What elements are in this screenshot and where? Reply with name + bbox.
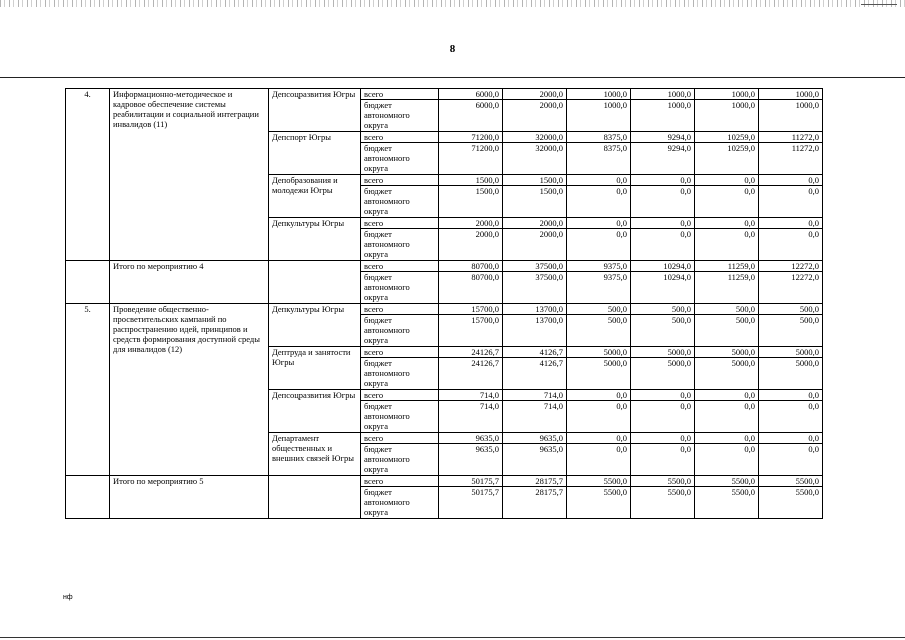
- source-budget-label: бюджет автономного округа: [361, 315, 439, 347]
- budget-value: 10259,0: [695, 143, 759, 175]
- budget-value: 0,0: [759, 401, 823, 433]
- measure-number: 5.: [66, 304, 110, 476]
- subtotal-budget-value: 11259,0: [695, 272, 759, 304]
- total-value: 1000,0: [695, 89, 759, 100]
- total-value: 0,0: [695, 433, 759, 444]
- table-row: [66, 304, 823, 315]
- budget-value: 0,0: [695, 401, 759, 433]
- source-total-label: всего: [361, 132, 439, 143]
- subtotal-total-value: 5500,0: [631, 476, 695, 487]
- executor-name: Депобразования и молодежи Югры: [269, 175, 361, 218]
- total-value: 1000,0: [567, 89, 631, 100]
- budget-value: 0,0: [567, 401, 631, 433]
- page-number: 8: [449, 43, 456, 55]
- source-budget-label: бюджет автономного округа: [361, 401, 439, 433]
- source-total-label: всего: [361, 433, 439, 444]
- subtotal-total-value: 37500,0: [503, 261, 567, 272]
- budget-value: 71200,0: [439, 143, 503, 175]
- total-value: 13700,0: [503, 304, 567, 315]
- total-value: 500,0: [567, 304, 631, 315]
- subtotal-total-value: 5500,0: [759, 476, 823, 487]
- subtotal-total-value: 9375,0: [567, 261, 631, 272]
- budget-value: 714,0: [503, 401, 567, 433]
- total-value: 0,0: [567, 390, 631, 401]
- source-budget-label: бюджет автономного округа: [361, 100, 439, 132]
- header-rule: [0, 77, 905, 78]
- source-total-label: всего: [361, 175, 439, 186]
- total-value: 10259,0: [695, 132, 759, 143]
- subtotal-total-value: 12272,0: [759, 261, 823, 272]
- subtotal-spacer: [66, 476, 110, 519]
- total-value: 714,0: [503, 390, 567, 401]
- budget-value: 0,0: [695, 444, 759, 476]
- budget-value: 500,0: [695, 315, 759, 347]
- budget-value: 0,0: [631, 444, 695, 476]
- total-value: 0,0: [759, 175, 823, 186]
- total-value: 1000,0: [631, 89, 695, 100]
- budget-value: 1000,0: [695, 100, 759, 132]
- subtotal-total-value: 10294,0: [631, 261, 695, 272]
- budget-value: 9294,0: [631, 143, 695, 175]
- total-value: 1000,0: [759, 89, 823, 100]
- footer-mark: нф: [63, 594, 73, 601]
- total-value: 32000,0: [503, 132, 567, 143]
- total-value: 11272,0: [759, 132, 823, 143]
- total-value: 0,0: [759, 390, 823, 401]
- source-total-label: всего: [361, 218, 439, 229]
- total-value: 4126,7: [503, 347, 567, 358]
- total-value: 500,0: [759, 304, 823, 315]
- total-value: 0,0: [567, 433, 631, 444]
- executor-name: Депспорт Югры: [269, 132, 361, 175]
- budget-value: 500,0: [631, 315, 695, 347]
- budget-value: 2000,0: [439, 229, 503, 261]
- total-value: 0,0: [567, 175, 631, 186]
- subtotal-executor: [269, 261, 361, 304]
- subtotal-total-value: 28175,7: [503, 476, 567, 487]
- subtotal-title: Итого по мероприятию 4: [110, 261, 269, 304]
- source-total-label: всего: [361, 304, 439, 315]
- budget-value: 500,0: [759, 315, 823, 347]
- budget-value: 5000,0: [695, 358, 759, 390]
- budget-table-body: [66, 89, 823, 519]
- total-value: 0,0: [695, 390, 759, 401]
- budget-value: 6000,0: [439, 100, 503, 132]
- budget-value: 1500,0: [503, 186, 567, 218]
- total-value: 0,0: [759, 218, 823, 229]
- total-value: 1500,0: [503, 175, 567, 186]
- budget-value: 24126,7: [439, 358, 503, 390]
- subtotal-budget-value: 5500,0: [631, 487, 695, 519]
- subtotal-row: [66, 261, 823, 272]
- subtotal-total-value: 50175,7: [439, 476, 503, 487]
- table-row: [66, 89, 823, 100]
- total-value: 500,0: [631, 304, 695, 315]
- total-value: 15700,0: [439, 304, 503, 315]
- source-budget-label: бюджет автономного округа: [361, 143, 439, 175]
- total-value: 9294,0: [631, 132, 695, 143]
- budget-value: 0,0: [567, 229, 631, 261]
- scan-noise-strip: [0, 0, 905, 7]
- budget-value: 2000,0: [503, 229, 567, 261]
- budget-value: 5000,0: [567, 358, 631, 390]
- source-total-label: всего: [361, 261, 439, 272]
- total-value: 5000,0: [695, 347, 759, 358]
- total-value: 0,0: [631, 390, 695, 401]
- budget-value: 4126,7: [503, 358, 567, 390]
- subtotal-title: Итого по мероприятию 5: [110, 476, 269, 519]
- subtotal-budget-value: 5500,0: [759, 487, 823, 519]
- total-value: 24126,7: [439, 347, 503, 358]
- budget-value: 0,0: [695, 229, 759, 261]
- budget-value: 1000,0: [631, 100, 695, 132]
- total-value: 8375,0: [567, 132, 631, 143]
- subtotal-executor: [269, 476, 361, 519]
- budget-value: 500,0: [567, 315, 631, 347]
- subtotal-budget-value: 5500,0: [695, 487, 759, 519]
- subtotal-total-value: 80700,0: [439, 261, 503, 272]
- source-budget-label: бюджет автономного округа: [361, 487, 439, 519]
- total-value: 1500,0: [439, 175, 503, 186]
- source-total-label: всего: [361, 347, 439, 358]
- budget-value: 1000,0: [567, 100, 631, 132]
- budget-value: 0,0: [631, 186, 695, 218]
- executor-name: Депкультуры Югры: [269, 304, 361, 347]
- budget-value: 0,0: [567, 444, 631, 476]
- total-value: 9635,0: [439, 433, 503, 444]
- total-value: 2000,0: [439, 218, 503, 229]
- subtotal-budget-value: 5500,0: [567, 487, 631, 519]
- subtotal-budget-value: 12272,0: [759, 272, 823, 304]
- budget-value: 0,0: [759, 186, 823, 218]
- budget-value: 714,0: [439, 401, 503, 433]
- budget-value: 2000,0: [503, 100, 567, 132]
- total-value: 6000,0: [439, 89, 503, 100]
- budget-value: 8375,0: [567, 143, 631, 175]
- subtotal-row: [66, 476, 823, 487]
- scan-mark: [861, 4, 897, 5]
- total-value: 714,0: [439, 390, 503, 401]
- source-budget-label: бюджет автономного округа: [361, 444, 439, 476]
- subtotal-budget-value: 37500,0: [503, 272, 567, 304]
- budget-value: 9635,0: [503, 444, 567, 476]
- budget-value: 0,0: [567, 186, 631, 218]
- measure-number: 4.: [66, 89, 110, 261]
- executor-name: Депсоцразвития Югры: [269, 390, 361, 433]
- total-value: 500,0: [695, 304, 759, 315]
- budget-value: 0,0: [631, 401, 695, 433]
- budget-value: 5000,0: [631, 358, 695, 390]
- total-value: 0,0: [695, 175, 759, 186]
- budget-table: [65, 88, 823, 519]
- total-value: 5000,0: [631, 347, 695, 358]
- total-value: 2000,0: [503, 218, 567, 229]
- budget-value: 0,0: [695, 186, 759, 218]
- executor-name: Департамент общественных и внешних связей Югры: [269, 433, 361, 476]
- subtotal-budget-value: 28175,7: [503, 487, 567, 519]
- executor-name: Дептруда и занятости Югры: [269, 347, 361, 390]
- subtotal-spacer: [66, 261, 110, 304]
- source-budget-label: бюджет автономного округа: [361, 272, 439, 304]
- total-value: 5000,0: [759, 347, 823, 358]
- total-value: 2000,0: [503, 89, 567, 100]
- budget-value: 11272,0: [759, 143, 823, 175]
- subtotal-total-value: 11259,0: [695, 261, 759, 272]
- total-value: 0,0: [567, 218, 631, 229]
- executor-name: Депсоцразвития Югры: [269, 89, 361, 132]
- budget-value: 9635,0: [439, 444, 503, 476]
- budget-value: 1500,0: [439, 186, 503, 218]
- subtotal-budget-value: 50175,7: [439, 487, 503, 519]
- budget-value: 0,0: [759, 444, 823, 476]
- budget-value: 5000,0: [759, 358, 823, 390]
- budget-value: 0,0: [631, 229, 695, 261]
- budget-value: 32000,0: [503, 143, 567, 175]
- total-value: 5000,0: [567, 347, 631, 358]
- source-budget-label: бюджет автономного округа: [361, 358, 439, 390]
- total-value: 0,0: [631, 175, 695, 186]
- measure-title: Проведение общественно-просветительских кампаний по распространению идей, принципов и средств формирования доступной среды для инвалидов (12): [110, 304, 269, 476]
- subtotal-total-value: 5500,0: [567, 476, 631, 487]
- total-value: 71200,0: [439, 132, 503, 143]
- budget-value: 15700,0: [439, 315, 503, 347]
- measure-title: Информационно-методическое и кадровое обеспечение системы реабилитации и социальной интеграции инвалидов (11): [110, 89, 269, 261]
- total-value: 9635,0: [503, 433, 567, 444]
- budget-value: 1000,0: [759, 100, 823, 132]
- source-budget-label: бюджет автономного округа: [361, 186, 439, 218]
- footer-rule: [0, 637, 905, 638]
- budget-value: 13700,0: [503, 315, 567, 347]
- total-value: 0,0: [695, 218, 759, 229]
- total-value: 0,0: [631, 433, 695, 444]
- total-value: 0,0: [759, 433, 823, 444]
- source-budget-label: бюджет автономного округа: [361, 229, 439, 261]
- budget-value: 0,0: [759, 229, 823, 261]
- total-value: 0,0: [631, 218, 695, 229]
- executor-name: Депкультуры Югры: [269, 218, 361, 261]
- subtotal-budget-value: 9375,0: [567, 272, 631, 304]
- subtotal-budget-value: 80700,0: [439, 272, 503, 304]
- subtotal-budget-value: 10294,0: [631, 272, 695, 304]
- source-total-label: всего: [361, 390, 439, 401]
- source-total-label: всего: [361, 89, 439, 100]
- source-total-label: всего: [361, 476, 439, 487]
- subtotal-total-value: 5500,0: [695, 476, 759, 487]
